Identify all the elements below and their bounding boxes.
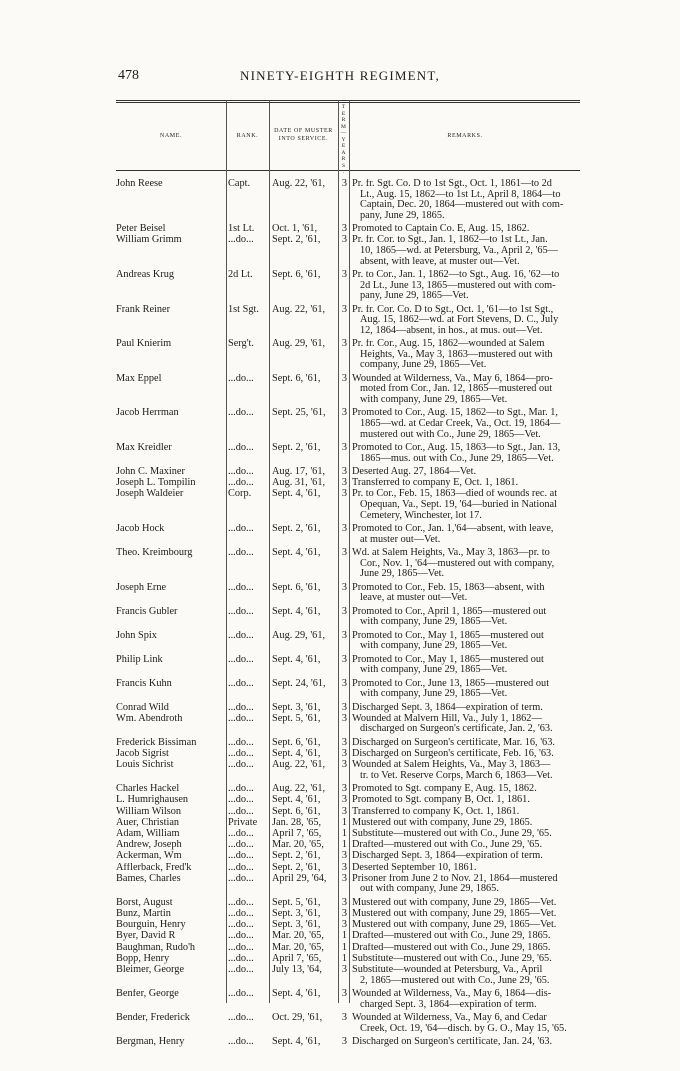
soldier-name: Baughman, Rudo'h (116, 942, 196, 953)
term-years: 3 (341, 235, 348, 246)
soldier-name: Bunz, Martin (116, 909, 171, 919)
soldier-rank: 1st Lt. (228, 224, 255, 235)
remarks-line: Mustered out with company, June 29, 1865—Vet. (352, 920, 557, 931)
muster-date: Sept. 3, '61, (272, 920, 321, 931)
soldier-name: Andrew, Joseph (116, 840, 182, 851)
remarks-line: Pr. fr. Cor., Aug. 15, 1862—wounded at Salem (352, 339, 545, 350)
soldier-rank: ...do... (228, 467, 254, 477)
soldier-rank: ...do... (228, 1037, 254, 1047)
muster-date: Sept. 6, '61, (272, 270, 321, 280)
soldier-rank: ...do... (228, 920, 254, 931)
soldier-rank: ...do... (228, 806, 254, 817)
soldier-rank: 2d Lt. (228, 270, 253, 280)
soldier-rank: ...do... (228, 953, 254, 964)
remarks-line: Aug. 15, 1862—wd. at Fort Stevens, D. C., July (360, 314, 559, 326)
muster-date: Sept. 3, '61, (272, 702, 321, 713)
term-years: 1 (341, 840, 348, 851)
remarks (352, 270, 584, 302)
muster-date: Aug. 31, '61, (272, 478, 326, 489)
remarks (352, 524, 584, 545)
remarks-line: with company, June 29, 1865—Vet. (360, 688, 508, 700)
remarks (352, 760, 584, 781)
soldier-name: L. Humrighausen (116, 795, 189, 806)
muster-date: Sept. 4, '61, (272, 795, 321, 806)
remarks (352, 235, 584, 267)
remarks (352, 305, 584, 337)
remarks-line: Substitute—mustered out with Co., June 29, '65. (352, 953, 552, 964)
term-years: 3 (341, 582, 348, 593)
muster-date: Sept. 5, '61, (272, 897, 321, 908)
muster-date: Aug. 22, '61, (272, 784, 326, 795)
term-years: 3 (341, 467, 348, 477)
soldier-rank: ...do... (228, 737, 254, 748)
soldier-rank: Serg't. (228, 339, 254, 350)
remarks (352, 179, 584, 221)
soldier-rank: ...do... (228, 909, 254, 919)
page-title: NINETY-EIGHTH REGIMENT, (240, 68, 440, 83)
soldier-rank: ...do... (228, 582, 254, 593)
soldier-rank: ...do... (228, 749, 254, 759)
soldier-rank: ...do... (228, 478, 254, 489)
soldier-name: Philip Link (116, 654, 163, 665)
remarks-line: 12, 1864—absent, in hos., at mus. out—Vet. (360, 324, 543, 336)
remarks-line: Pr. fr. Cor. Co. D to Sgt., Oct. 1, '61—to 1st Sgt., (352, 304, 554, 315)
soldier-name: John Reese (116, 179, 163, 189)
remarks-line: company, June 29, 1865—Vet. (360, 359, 487, 371)
soldier-rank: ...do... (228, 851, 254, 862)
muster-date: Sept. 5, '61, (272, 713, 321, 724)
soldier-name: William Wilson (116, 806, 182, 817)
soldier-name: Charles Hackel (116, 784, 180, 795)
soldier-name: Joseph L. Tompilin (116, 478, 196, 489)
remarks (352, 714, 584, 735)
remarks-line: Wounded at Malvern Hill, Va., July 1, 1862— (352, 713, 542, 724)
soldier-name: Max Eppel (116, 373, 162, 384)
muster-date: Aug. 22, '61, (272, 304, 326, 315)
term-years: 3 (341, 806, 348, 817)
soldier-rank: Corp. (228, 489, 252, 500)
remarks-line: pany, June 29, 1865. (360, 209, 445, 221)
term-years: 3 (341, 408, 348, 419)
muster-date: April 7, '65, (272, 953, 322, 964)
remarks (352, 738, 584, 749)
soldier-rank: ...do... (228, 829, 254, 839)
muster-date: Aug. 22, '61, (272, 760, 326, 771)
soldier-name: Jacob Hock (116, 524, 165, 534)
soldier-rank: ...do... (228, 408, 254, 419)
term-years: 3 (341, 630, 348, 641)
muster-date: Sept. 4, '61, (272, 1037, 321, 1047)
remarks-line: Deserted September 10, 1861. (352, 862, 477, 873)
remarks (352, 909, 584, 920)
column-header-remarks: REMARKS. (447, 133, 483, 139)
soldier-name: John C. Maxiner (116, 467, 185, 477)
muster-date: Aug. 29, '61, (272, 630, 326, 641)
remarks-line: Pr. fr. Cor. to Sgt., Jan. 1, 1862—to 1st Lt., Jan. (352, 235, 548, 246)
remarks-line: Discharged on Surgeon's certificate, Mar. 16, '63. (352, 737, 555, 748)
muster-date: Sept. 24, '61, (272, 678, 326, 689)
remarks-line: Substitute—wounded at Petersburg, Va., April (352, 965, 543, 975)
soldier-name: Wm. Abendroth (116, 713, 183, 724)
remarks-line: moted from Cor., Jan. 12, 1865—mustered out (360, 383, 553, 395)
remarks-line: Pr. to Cor., Feb. 15, 1863—died of wounds rec. at (352, 489, 558, 500)
term-years: 3 (341, 760, 348, 771)
term-years: 3 (341, 1013, 348, 1023)
soldier-rank: ...do... (228, 784, 254, 795)
muster-date: Sept. 4, '61, (272, 489, 321, 500)
soldier-name: Frederick Bissiman (116, 737, 197, 748)
term-years: 3 (341, 795, 348, 806)
remarks-line: 2d Lt., June 13, 1865—mustered out with com- (360, 279, 556, 291)
term-years: 1 (341, 817, 348, 828)
muster-date: Sept. 4, '61, (272, 548, 321, 558)
soldier-name: Jacob Sigrist (116, 749, 169, 759)
soldier-rank: ...do... (228, 965, 254, 975)
soldier-rank: ...do... (228, 873, 254, 884)
remarks-line: Cemetery, Winchester, lot 17. (360, 509, 482, 521)
remarks-line: with company, June 29, 1865—Vet. (360, 640, 508, 652)
term-years: 3 (341, 606, 348, 617)
remarks (352, 679, 584, 700)
remarks (352, 965, 584, 986)
muster-date: Sept. 3, '61, (272, 909, 321, 919)
remarks-line: with company, June 29, 1865—Vet. (360, 393, 508, 405)
soldier-rank: ...do... (228, 931, 254, 942)
remarks-line: absent, with leave, at muster out—Vet. (360, 255, 520, 267)
column-header-date-line2: INTO SERVICE. (278, 136, 329, 142)
term-years: 3 (341, 713, 348, 724)
soldier-rank: ...do... (228, 702, 254, 713)
soldier-rank: ...do... (228, 840, 254, 851)
remarks-line: Mustered out with company, June 29, 1865. (352, 817, 533, 828)
remarks-line: Creek, Oct. 19, '64—disch. by G. O., May 15, '65. (360, 1022, 567, 1034)
soldier-rank: ...do... (228, 524, 254, 534)
remarks (352, 840, 584, 851)
remarks-line: Opequan, Va., Sept. 19, '64—buried in National (360, 498, 557, 510)
muster-date: Aug. 17, '61, (272, 467, 326, 477)
remarks-line: at muster out—Vet. (360, 533, 441, 545)
soldier-name: Adam, William (116, 829, 180, 839)
term-years: 3 (341, 909, 348, 919)
remarks (352, 807, 584, 818)
term-years: 3 (341, 443, 348, 453)
term-years: 3 (341, 478, 348, 489)
remarks-line: Drafted—mustered out with Co., June 29, 1865. (352, 942, 551, 953)
remarks (352, 339, 584, 371)
term-years: 1 (341, 953, 348, 964)
soldier-rank: ...do... (228, 989, 254, 999)
remarks (352, 943, 584, 954)
muster-date: April 7, '65, (272, 829, 322, 839)
remarks-line: Promoted to Cor., Feb. 15, 1863—absent, with (352, 582, 545, 593)
soldier-name: Paul Knierim (116, 339, 172, 350)
muster-date: Aug. 22, '61, (272, 179, 326, 189)
soldier-name: Benfer, George (116, 989, 179, 999)
remarks-line: Pr. fr. Sgt. Co. D to 1st Sgt., Oct. 1, 1861—to 2d (352, 179, 552, 189)
term-years: 3 (341, 654, 348, 665)
remarks-line: Transferred to company K, Oct. 1, 1861. (352, 806, 520, 817)
term-years: 1 (341, 931, 348, 942)
term-years: 3 (341, 179, 348, 189)
remarks-line: 10, 1865—wd. at Petersburg, Va., April 2, '65— (360, 244, 558, 256)
remarks-line: Captain, Dec. 20, 1864—mustered out with com- (360, 199, 564, 211)
muster-date: July 13, '64, (272, 965, 322, 975)
muster-date: Sept. 4, '61, (272, 654, 321, 665)
remarks (352, 374, 584, 406)
remarks (352, 954, 584, 965)
muster-date: Sept. 6, '61, (272, 806, 321, 817)
remarks (352, 607, 584, 628)
remarks (352, 467, 584, 478)
remarks-line: Wounded at Wilderness, Va., May 6, and Cedar (352, 1013, 547, 1023)
remarks (352, 851, 584, 862)
soldier-name: Jacob Herrman (116, 408, 179, 419)
term-years: 3 (341, 920, 348, 931)
remarks-line: June 29, 1865—Vet. (360, 568, 445, 580)
term-years: 3 (341, 784, 348, 795)
soldier-name: Ackerman, Wm (116, 851, 182, 862)
soldier-name: Bergman, Henry (116, 1037, 185, 1047)
muster-date: April 29, '64, (272, 873, 327, 884)
soldier-rank: ...do... (228, 942, 254, 953)
remarks (352, 703, 584, 714)
remarks-line: Promoted to Sgt. company B, Oct. 1, 1861. (352, 795, 530, 806)
soldier-name: Auer, Christian (116, 817, 180, 828)
term-years: 3 (341, 989, 348, 999)
soldier-rank: ...do... (228, 760, 254, 771)
muster-date: Sept. 6, '61, (272, 373, 321, 384)
column-header-rank: RANK. (236, 133, 259, 139)
muster-date: Mar. 20, '65, (272, 942, 324, 953)
soldier-name: Andreas Krug (116, 270, 175, 280)
remarks (352, 489, 584, 521)
remarks-line: Wounded at Salem Heights, Va., May 3, 1863— (352, 760, 551, 771)
remarks-line: Prisoner from June 2 to Nov. 21, 1864—mustered (352, 873, 558, 884)
term-years: 3 (341, 965, 348, 975)
remarks-line: Promoted to Cor., June 13, 1865—mustered out (352, 678, 550, 689)
remarks-line: Lt., Aug. 15, 1862—to 1st Lt., April 8, 1864—to (360, 188, 561, 200)
term-years: 3 (341, 702, 348, 713)
remarks (352, 874, 584, 895)
remarks-line: leave, at muster out—Vet. (360, 592, 468, 604)
term-years: 3 (341, 862, 348, 873)
remarks-line: Cor., Nov. 1, '64—mustered out with company, (360, 557, 555, 569)
remarks-line: Wounded at Wilderness, Va., May 6, 1864—dis- (352, 989, 552, 999)
remarks-line: Discharged Sept. 3, 1864—expiration of term. (352, 702, 543, 713)
muster-date: Oct. 29, '61, (272, 1013, 323, 1023)
soldier-name: Joseph Waldeier (116, 489, 184, 500)
term-years: 3 (341, 224, 348, 235)
page-number: 478 (118, 68, 139, 83)
term-years: 3 (341, 548, 348, 558)
muster-date: Sept. 2, '61, (272, 524, 321, 534)
remarks (352, 631, 584, 652)
soldier-name: Conrad Wild (116, 702, 169, 713)
muster-date: Sept. 6, '61, (272, 582, 321, 593)
term-years: 3 (341, 737, 348, 748)
remarks (352, 795, 584, 806)
soldier-rank: Private (228, 817, 258, 828)
remarks-line: tr. to Vet. Reserve Corps, March 6, 1863—Vet. (360, 769, 553, 781)
remarks-line: Promoted to Cor., April 1, 1865—mustered out (352, 606, 547, 617)
soldier-name: Peter Beisel (116, 224, 166, 235)
soldier-rank: ...do... (228, 1013, 254, 1023)
remarks-line: out with company, June 29, 1865. (360, 883, 499, 895)
remarks (352, 749, 584, 760)
term-years: 3 (341, 304, 348, 315)
remarks-line: Heights, Va., May 3, 1863—mustered out with (360, 348, 553, 360)
soldier-name: Borst, August (116, 897, 173, 908)
muster-date: Aug. 29, '61, (272, 339, 326, 350)
muster-date: Mar. 20, '65, (272, 840, 324, 851)
remarks-line: Discharged Sept. 3, 1864—expiration of term. (352, 851, 543, 862)
term-years: 1 (341, 942, 348, 953)
remarks-line: 1865—wd. at Cedar Creek, Va., Oct. 19, 1864— (360, 417, 561, 429)
remarks-line: Wd. at Salem Heights, Va., May 3, 1863—pr. to (352, 548, 550, 558)
remarks (352, 478, 584, 489)
remarks-line: mustered out with Co., June 29, 1865—Vet. (360, 428, 541, 440)
soldier-name: Francis Kuhn (116, 678, 172, 689)
remarks (352, 655, 584, 676)
muster-date: Sept. 6, '61, (272, 737, 321, 748)
soldier-name: John Spix (116, 630, 157, 641)
remarks-line: Mustered out with company, June 29, 1865—Vet. (352, 909, 557, 919)
soldier-rank: ...do... (228, 235, 254, 246)
soldier-rank: ...do... (228, 443, 254, 453)
remarks-line: Pr. to Cor., Jan. 1, 1862—to Sgt., Aug. 16, '62—to (352, 270, 560, 280)
column-header-name: NAME. (159, 133, 183, 139)
soldier-name: Bourguin, Henry (116, 920, 186, 931)
soldier-name: Theo. Kreimbourg (116, 548, 193, 558)
term-years: 3 (341, 749, 348, 759)
remarks-line: with company, June 29, 1865—Vet. (360, 664, 508, 676)
soldier-name: Frank Reiner (116, 304, 171, 315)
remarks (352, 931, 584, 942)
remarks-line: with company, June 29, 1865—Vet. (360, 616, 508, 628)
remarks-line: Discharged on Surgeon's certificate, Jan. 24, '63. (352, 1037, 553, 1047)
remarks (352, 784, 584, 795)
remarks-line: pany, June 29, 1865—Vet. (360, 290, 469, 302)
remarks-line: Promoted to Sgt. company E, Aug. 15, 1862. (352, 784, 537, 795)
term-years: 3 (341, 897, 348, 908)
soldier-name: Max Kreidler (116, 443, 172, 453)
muster-date: Sept. 4, '61, (272, 749, 321, 759)
soldier-rank: ...do... (228, 654, 254, 665)
soldier-rank: ...do... (228, 630, 254, 641)
term-years: 3 (341, 270, 348, 280)
soldier-rank: ...do... (228, 606, 254, 617)
soldier-name: Afflerback, Fred'k (116, 862, 192, 873)
remarks-line: 1865—mus. out with Co., June 29, 1865—Vet. (360, 452, 554, 464)
remarks-line: Drafted—mustered out with Co., June 29, 1865. (352, 931, 551, 942)
remarks (352, 920, 584, 931)
term-years: 3 (341, 873, 348, 884)
remarks (352, 829, 584, 840)
remarks-line: Promoted to Cor., Jan. 1,'64—absent, with leave, (352, 524, 554, 534)
soldier-rank: ...do... (228, 897, 254, 908)
soldier-name: Bleimer, George (116, 965, 185, 975)
term-years: 3 (341, 524, 348, 534)
remarks (352, 1013, 584, 1034)
soldier-name: Francis Gubler (116, 606, 178, 617)
muster-date: Sept. 2, '61, (272, 851, 321, 862)
remarks (352, 583, 584, 604)
remarks (352, 863, 584, 874)
remarks-line: Mustered out with company, June 29, 1865—Vet. (352, 897, 557, 908)
soldier-name: Joseph Erne (116, 582, 167, 593)
muster-date: Mar. 20, '65, (272, 931, 324, 942)
column-header-term: T E R M — Y E A R S . (340, 104, 347, 175)
remarks-line: Promoted to Cor., Aug. 15, 1863—to Sgt., Jan. 13, (352, 443, 561, 453)
remarks-line: discharged on Surgeon's certificate, Jan. 2, '63. (360, 723, 553, 735)
remarks-line: Transferred to company E, Oct. 1, 1861. (352, 478, 519, 489)
remarks-line: Deserted Aug. 27, 1864—Vet. (352, 467, 477, 477)
term-years: 3 (341, 373, 348, 384)
soldier-rank: ...do... (228, 713, 254, 724)
remarks (352, 898, 584, 909)
muster-date: Sept. 4, '61, (272, 606, 321, 617)
remarks-line: Promoted to Cor., May 1, 1865—mustered out (352, 654, 544, 665)
muster-date: Sept. 2, '61, (272, 443, 321, 453)
term-years: 1 (341, 829, 348, 839)
remarks (352, 818, 584, 829)
remarks-line: Drafted—mustered out with Co., June 29, '65. (352, 840, 543, 851)
remarks-line: Promoted to Cor., May 1, 1865—mustered out (352, 630, 544, 641)
muster-date: Jan. 28, '65, (272, 817, 322, 828)
remarks (352, 408, 584, 440)
muster-date: Sept. 2, '61, (272, 235, 321, 246)
term-years: 3 (341, 678, 348, 689)
muster-date: Sept. 25, '61, (272, 408, 326, 419)
soldier-rank: ...do... (228, 548, 254, 558)
soldier-rank: ...do... (228, 862, 254, 873)
remarks-line: Discharged on Surgeon's certificate, Feb. 16, '63. (352, 749, 554, 759)
term-years: 3 (341, 339, 348, 350)
remarks (352, 548, 584, 580)
remarks-line: charged Sept. 3, 1864—expiration of term. (360, 998, 537, 1010)
remarks (352, 224, 584, 235)
soldier-name: Bopp, Henry (116, 953, 170, 964)
remarks (352, 1037, 584, 1048)
remarks-line: Wounded at Wilderness, Va., May 6, 1864—pro- (352, 373, 553, 384)
remarks-line: 2, 1865—mustered out with Co., June 29, '65. (360, 974, 550, 986)
soldier-name: William Grimm (116, 235, 182, 246)
soldier-rank: ...do... (228, 373, 254, 384)
soldier-rank: Capt. (228, 179, 251, 189)
muster-date: Oct. 1, '61, (272, 224, 318, 235)
column-header-date-line1: DATE OF MUSTER (274, 128, 333, 134)
muster-date: Sept. 2, '61, (272, 862, 321, 873)
soldier-rank: 1st Sgt. (228, 304, 259, 315)
remarks-line: Promoted to Captain Co. E, Aug. 15, 1862. (352, 224, 530, 235)
term-years: 3 (341, 489, 348, 500)
remarks (352, 989, 584, 1010)
soldier-name: Louis Sichrist (116, 760, 174, 771)
term-years: 3 (341, 851, 348, 862)
remarks (352, 443, 584, 464)
soldier-name: Bames, Charles (116, 873, 181, 884)
muster-date: Sept. 4, '61, (272, 989, 321, 999)
soldier-rank: ...do... (228, 795, 254, 806)
soldier-name: Byer, David R (116, 931, 176, 942)
remarks-line: Promoted to Cor., Aug. 15, 1862—to Sgt., Mar. 1, (352, 408, 558, 419)
remarks-line: Substitute—mustered out with Co., June 29, '65. (352, 829, 552, 839)
soldier-name: Bender, Frederick (116, 1013, 190, 1023)
soldier-rank: ...do... (228, 678, 254, 689)
term-years: 3 (341, 1037, 348, 1047)
